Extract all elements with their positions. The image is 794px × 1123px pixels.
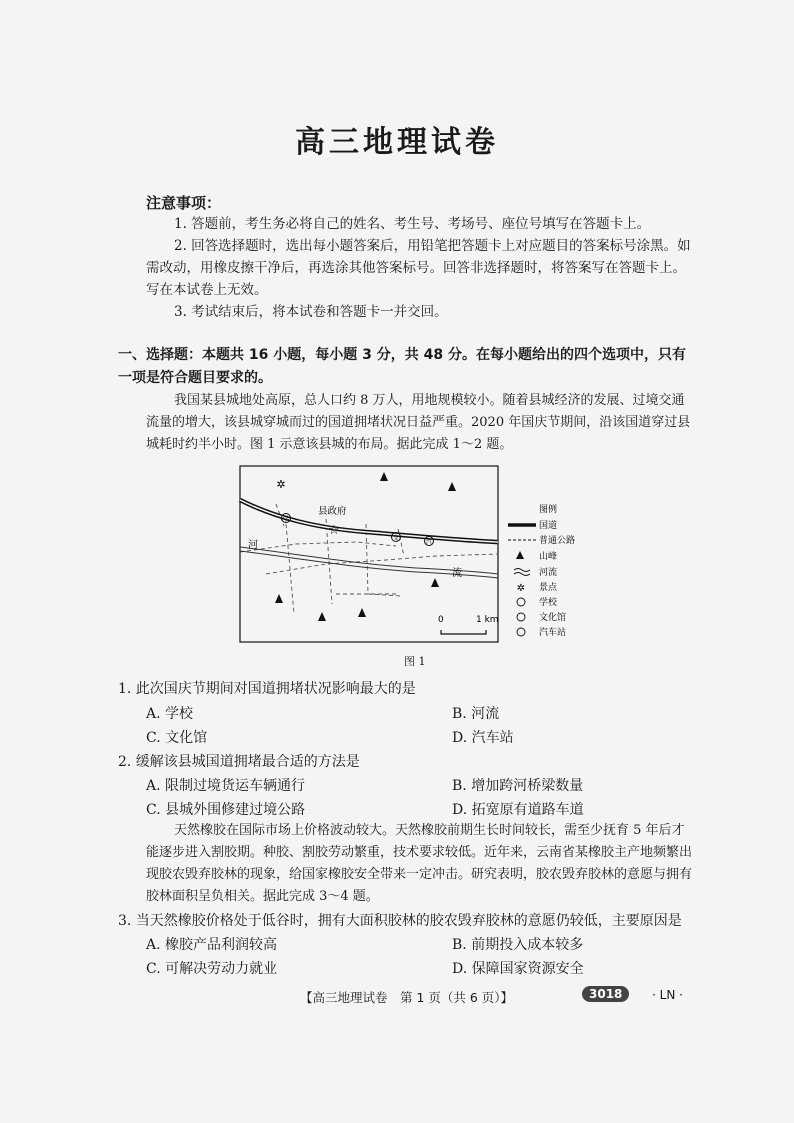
peak-icon — [358, 608, 366, 617]
peak-icon — [380, 472, 388, 481]
notice-item: 2. 回答选择题时，选出每小题答案后，用铅笔把答题卡上对应题目的答案标号涂黑。如需改动，用橡皮擦干净后，再选涂其他答案标号。回答非选择题时，将答案写在答题卡上。写在本试卷上无效。 — [146, 238, 691, 298]
county-gov-icon: ☆ — [328, 523, 340, 538]
map-frame — [240, 466, 498, 642]
option: A. 限制过境货运车辆通行 — [146, 778, 306, 794]
notice-item: 3. 考试结束后，将本试卷和答题卡一并交回。 — [174, 304, 448, 320]
question-stem: 3. 当天然橡胶价格处于低谷时，拥有大面积胶林的胶农毁弃胶林的意愿仍较低，主要原因是 — [118, 913, 682, 929]
option: D. 拓宽原有道路车道 — [452, 802, 584, 818]
notice-list — [146, 213, 694, 323]
river-label: 河 — [248, 540, 258, 551]
peak-icon — [318, 612, 326, 621]
option: D. 保障国家资源安全 — [452, 961, 584, 977]
legend-item: 山峰 — [539, 552, 558, 562]
legend-item: 景点 — [539, 583, 558, 593]
peak-icon — [431, 578, 439, 587]
legend-item: 学校 — [539, 598, 558, 608]
scale-bar — [441, 630, 486, 634]
section-heading: 一、选择题：本题共 16 小题，每小题 3 分，共 48 分。在每小题给出的四个选项中，只有一项是符合题目要求的。 — [118, 347, 686, 386]
scenic-spot-icon: ✲ — [276, 478, 286, 491]
option: B. 前期投入成本较多 — [452, 937, 584, 953]
legend-title: 图例 — [539, 505, 558, 515]
county-map — [236, 464, 616, 646]
county-gov-label: 县政府 — [318, 506, 347, 517]
svg-text:文: 文 — [392, 535, 400, 542]
option: A. 学校 — [146, 706, 194, 722]
page-title: 高三地理试卷 — [295, 125, 499, 160]
footer-tag: · LN · — [652, 988, 683, 1002]
paper-code-badge: 3018 — [582, 986, 629, 1002]
question-stem: 2. 缓解该县城国道拥堵最合适的方法是 — [118, 754, 360, 770]
svg-text:学: 学 — [282, 516, 290, 523]
peak-icon — [275, 594, 283, 603]
option: A. 橡胶产品利润较高 — [146, 937, 278, 953]
river-label: 流 — [452, 568, 462, 579]
scale-km: 1 km — [476, 615, 499, 625]
national-road — [240, 500, 498, 542]
option: B. 河流 — [452, 706, 500, 722]
option: C. 可解决劳动力就业 — [146, 961, 278, 977]
page-footer: 【高三地理试卷 第 1 页（共 6 页）】 — [300, 990, 514, 1005]
question-stem: 1. 此次国庆节期间对国道拥堵状况影响最大的是 — [118, 681, 416, 697]
legend-item: 汽车站 — [539, 628, 567, 638]
legend-item: 文化馆 — [539, 613, 567, 623]
option: B. 增加跨河桥梁数量 — [452, 778, 584, 794]
svg-text:汽: 汽 — [425, 539, 433, 546]
legend-item: 国道 — [539, 521, 558, 531]
notice-heading: 注意事项： — [146, 194, 222, 212]
legend-item: 河流 — [539, 568, 558, 578]
svg-text:✲: ✲ — [516, 583, 526, 594]
legend-item: 普通公路 — [539, 536, 576, 546]
passage-1: 我国某县城地处高原，总人口约 8 万人，用地规模较小。随着县城经济的发展、过境交通流量的增大，该县城穿城而过的国道拥堵状况日益严重。2020 年国庆节期间，沿该国道穿过县城耗时约半小时。图 1 示意该县城的布局。据此完成 1～2 题。 — [146, 393, 691, 452]
figure-caption: 图 1 — [404, 655, 426, 668]
passage-2: 天然橡胶在国际市场上价格波动较大。天然橡胶前期生长时间较长，需至少抚育 5 年后才能逐步进入割胶期。种胶、割胶劳动繁重，技术要求较低。近年来，云南省某橡胶主产地频繁出现胶农毁弃胶林的现象，给国家橡胶安全带来一定冲击。研究表明，胶农毁弃胶林的意愿与拥有胶林面积呈负相关。据此完成 3～4 题。 — [146, 823, 693, 904]
option: C. 文化馆 — [146, 730, 208, 746]
option: D. 汽车站 — [452, 730, 514, 746]
option: C. 县城外围修建过境公路 — [146, 802, 306, 818]
scale-zero: 0 — [438, 615, 444, 625]
peak-icons — [275, 472, 456, 621]
peak-icon — [448, 482, 456, 491]
notice-item: 1. 答题前，考生务必将自己的姓名、考生号、考场号、座位号填写在答题卡上。 — [174, 216, 651, 232]
